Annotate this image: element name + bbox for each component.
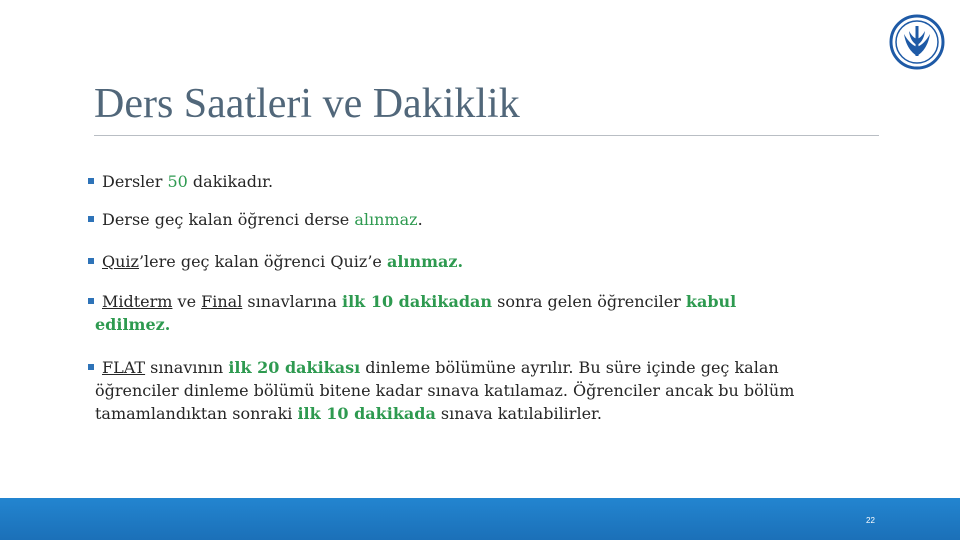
bullet-square-icon	[88, 178, 94, 184]
highlight-text: edilmez.	[95, 315, 171, 334]
highlight-text: ilk 20 dakikası	[228, 358, 361, 377]
bullet-square-icon	[88, 364, 94, 370]
midterm-link[interactable]: Midterm	[102, 292, 173, 311]
bullet-text: öğrenciler dinleme bölümü bitene kadar sınava katılamaz. Öğrenciler ancak bu bölüm	[95, 381, 795, 400]
bullet-text: dakikadır.	[187, 172, 274, 191]
bullet-text: Derse geç kalan öğrenci derse	[102, 210, 355, 229]
bullet-text: sınavının	[145, 358, 229, 377]
bullet-text: tamamlandıktan sonraki	[95, 404, 298, 423]
bullet-text: sınavlarına	[242, 292, 342, 311]
bullet-text: Dersler	[102, 172, 168, 191]
highlight-text: ilk 10 dakikada	[297, 404, 436, 423]
bullet-item	[88, 250, 878, 273]
bullet-text: ’lere geç kalan öğrenci Quiz’e	[138, 252, 387, 271]
highlight-text: alınmaz	[354, 210, 418, 229]
page-number: 22	[866, 516, 875, 525]
bullet-square-icon	[88, 216, 94, 222]
highlight-text: 50	[167, 172, 188, 191]
highlight-text: ilk 10 dakikadan	[342, 292, 493, 311]
slide-title: Ders Saatleri ve Dakiklik	[94, 81, 520, 127]
bullet-item	[88, 170, 878, 193]
highlight-text: kabul	[685, 292, 737, 311]
footer-bar	[0, 498, 960, 540]
highlight-text: alınmaz.	[386, 252, 464, 271]
bullet-text: dinleme bölümüne ayrılır. Bu süre içinde geç kalan	[360, 358, 779, 377]
bullet-item	[88, 208, 878, 231]
university-logo-icon	[889, 14, 945, 70]
bullet-square-icon	[88, 298, 94, 304]
bullet-square-icon	[88, 258, 94, 264]
title-divider	[94, 135, 879, 136]
bullet-item	[88, 290, 878, 336]
flat-link[interactable]: FLAT	[102, 358, 146, 377]
final-link[interactable]: Final	[201, 292, 243, 311]
bullet-item	[88, 356, 878, 425]
bullet-text: .	[417, 210, 423, 229]
bullet-text: ve	[172, 292, 202, 311]
bullet-text: sınava katılabilirler.	[435, 404, 603, 423]
quiz-link[interactable]: Quiz	[102, 252, 139, 271]
bullet-text: sonra gelen öğrenciler	[492, 292, 686, 311]
